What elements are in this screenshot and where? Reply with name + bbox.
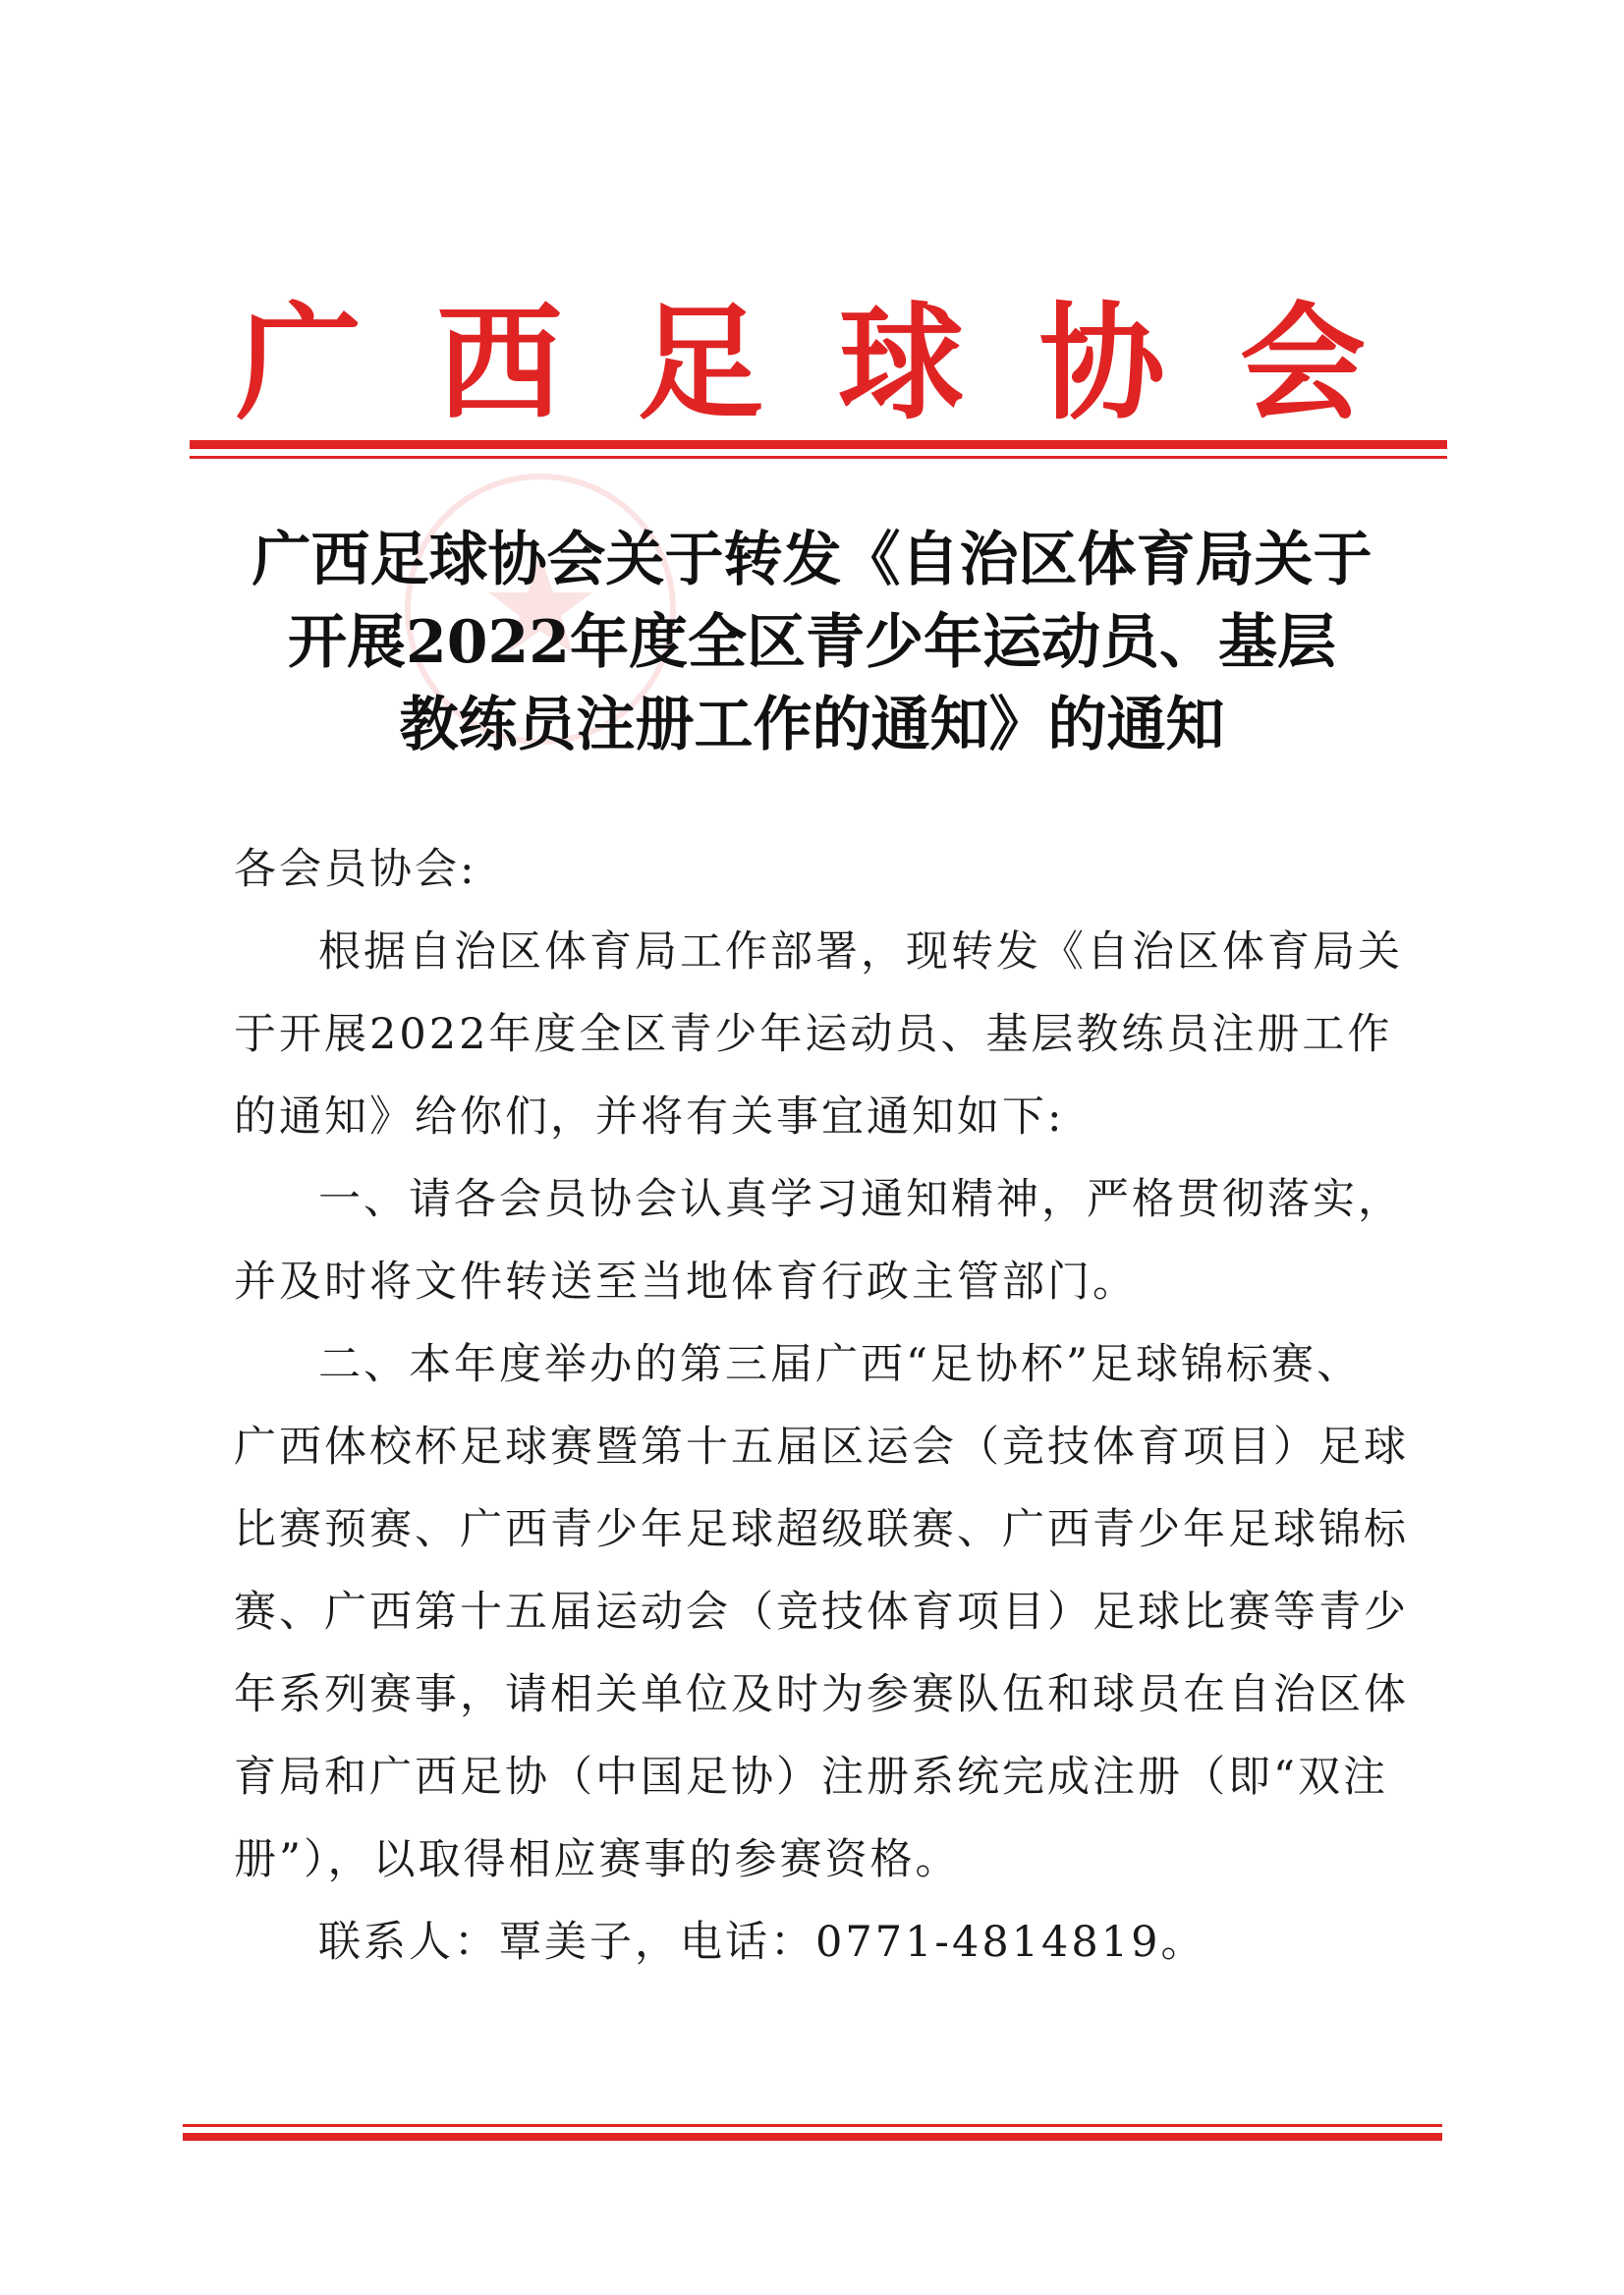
body-line: 于开展2022年度全区青少年运动员、基层教练员注册工作 xyxy=(234,1010,1393,1059)
letterhead-rule-thin xyxy=(190,456,1447,459)
body-line: 赛、广西第十五届运动会（竞技体育项目）足球比赛等青少 xyxy=(234,1588,1409,1637)
document-body xyxy=(234,828,1409,1984)
letterhead-char: 西 xyxy=(436,290,563,437)
body-line: 年系列赛事，请相关单位及时为参赛队伍和球员在自治区体 xyxy=(234,1670,1409,1719)
org-letterhead xyxy=(236,285,1366,442)
body-line: 根据自治区体育局工作部署，现转发《自治区体育局关 xyxy=(318,927,1403,977)
title-line: 开展2022年度全区青少年运动员、基层 xyxy=(288,608,1336,677)
letterhead-char: 球 xyxy=(838,290,965,437)
footer-rule-thick xyxy=(183,2133,1442,2141)
letterhead-char: 广 xyxy=(236,290,363,437)
body-line: 二、本年度举办的第三届广西“足协杯”足球锦标赛、 xyxy=(318,1340,1362,1389)
document-title xyxy=(196,519,1428,766)
letterhead-char: 足 xyxy=(637,290,763,437)
body-line: 并及时将文件转送至当地体育行政主管部门。 xyxy=(234,1258,1138,1307)
title-line: 广西足球协会关于转发《自治区体育局关于 xyxy=(252,526,1372,594)
body-line: 一、请各会员协会认真学习通知精神，严格贯彻落实， xyxy=(318,1175,1403,1224)
contact-line: 联系人：覃美子，电话：0771-4814819。 xyxy=(318,1918,1206,1967)
body-line: 广西体校杯足球赛暨第十五届区运会（竞技体育项目）足球 xyxy=(234,1423,1409,1472)
footer-rule-thin xyxy=(183,2124,1442,2127)
title-line: 教练员注册工作的通知》的通知 xyxy=(399,691,1225,759)
letterhead-char: 协 xyxy=(1038,290,1165,437)
body-line: 册”），以取得相应赛事的参赛资格。 xyxy=(234,1835,961,1884)
letterhead-rule-thick xyxy=(190,440,1447,449)
salutation: 各会员协会: xyxy=(234,845,477,894)
body-line: 比赛预赛、广西青少年足球超级联赛、广西青少年足球锦标 xyxy=(234,1505,1409,1554)
body-line: 的通知》给你们，并将有关事宜通知如下: xyxy=(234,1092,1065,1142)
body-line: 育局和广西足协（中国足协）注册系统完成注册（即“双注 xyxy=(234,1753,1388,1802)
letterhead-char: 会 xyxy=(1239,290,1366,437)
